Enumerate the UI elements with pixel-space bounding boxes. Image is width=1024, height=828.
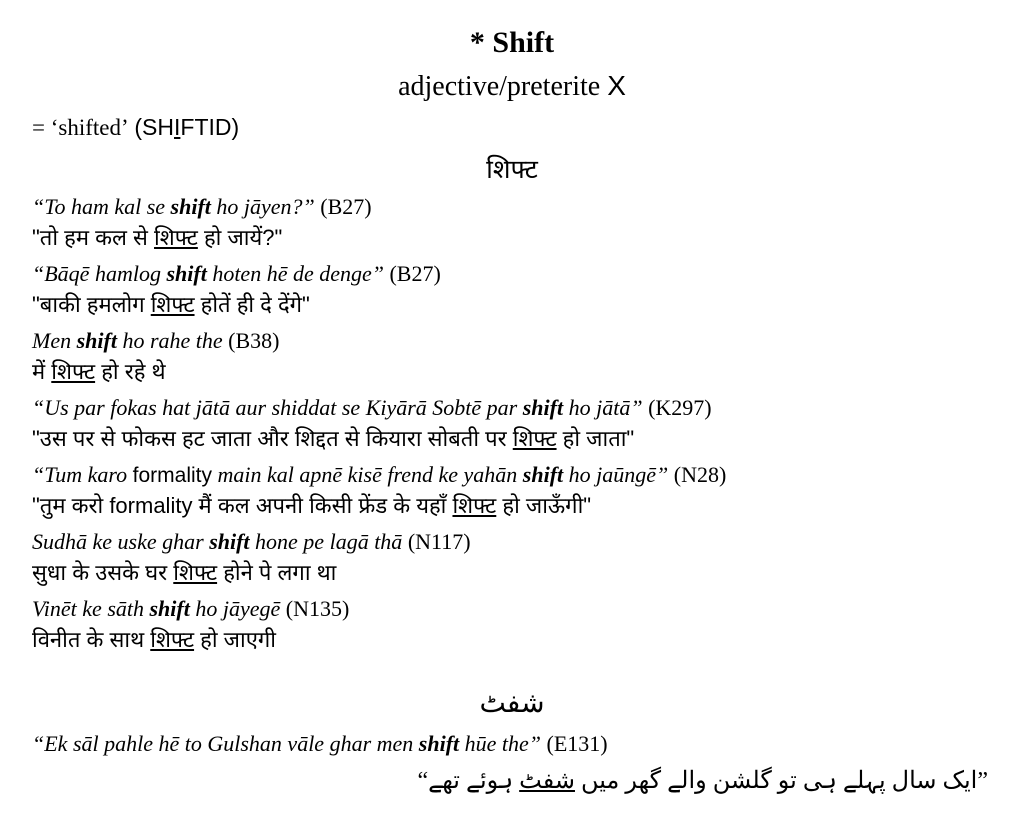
pos-mark: X: [607, 70, 626, 101]
example-latin: “Bāqē hamlog shift hoten hē de denge” (B27): [32, 261, 441, 286]
urdu-heading: شفٹ: [479, 688, 545, 719]
part-of-speech: [0, 70, 1024, 103]
gloss-text: = ‘shifted’: [32, 115, 129, 140]
example-latin: “Ek sāl pahle hē to Gulshan vāle ghar men shift hūe the” (E131): [32, 731, 608, 756]
example-latin: Vinēt ke sāth shift ho jāyegē (N135): [32, 596, 350, 621]
example-latin: Men shift ho rahe the (B38): [32, 328, 280, 353]
example-latin: “Tum karo formality main kal apnē kisē frend ke yahān shift ho jaūngē” (N28): [32, 462, 727, 487]
example-devanagari: "बाकी हमलोग शिफ्ट होतें ही दे देंगे": [32, 292, 310, 317]
pronunciation: (SHIFTID): [134, 114, 240, 140]
example-devanagari: "तो हम कल से शिफ्ट हो जायें?": [32, 225, 283, 250]
example-devanagari: "तुम करो formality मैं कल अपनी किसी फ्रेंड के यहाँ शिफ्ट हो जाऊँगी": [32, 493, 592, 518]
example-latin: “To ham kal se shift ho jāyen?” (B27): [32, 194, 372, 219]
example-devanagari: "उस पर से फोकस हट जाता और शिद्दत से कियारा सोबती पर शिफ्ट हो जाता": [32, 426, 635, 451]
example-urdu: ”ایک سال پہلے ہی تو گلشن والے گھر میں شفٹ ہوئے تھے“: [417, 768, 988, 794]
headword: * Shift: [469, 26, 555, 59]
example-devanagari: सुधा के उसके घर शिफ्ट होने पे लगा था: [32, 560, 337, 585]
example-devanagari: में शिफ्ट हो रहे थे: [32, 359, 166, 384]
example-latin: “Us par fokas hat jātā aur shiddat se Kiyārā Sobtē par shift ho jātā” (K297): [32, 395, 712, 420]
gloss-line: [32, 114, 239, 141]
example-latin: Sudhā ke uske ghar shift hone pe lagā thā (N117): [32, 529, 471, 554]
example-devanagari: विनीत के साथ शिफ्ट हो जाएगी: [32, 627, 276, 652]
pos-label: adjective/preterite: [398, 71, 601, 102]
hindi-heading: शिफ्ट: [486, 154, 538, 184]
